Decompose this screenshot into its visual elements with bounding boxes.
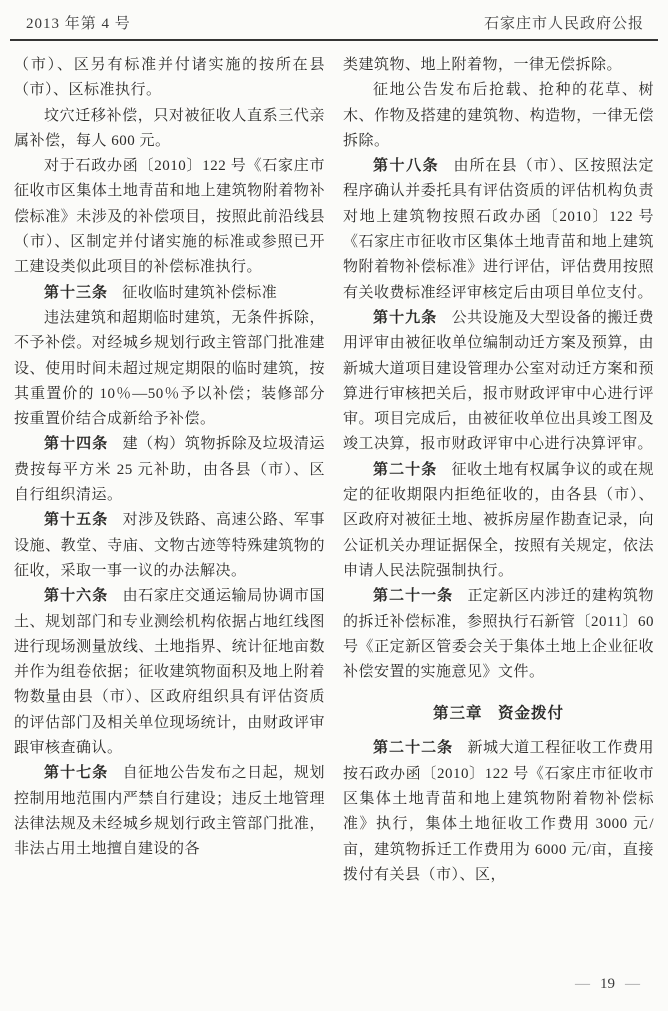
paragraph [343,53,654,78]
chapter-title: 资金拨付 [498,705,565,723]
article-number: 第二十二条 [373,740,454,757]
paragraph-text: 公共设施及大型设备的搬迁费用评审由被征收单位编制动迁方案及预算，由新城大道项目建设管理办公室对动迁方案和预算进行审核把关后，报市财政评审中心进行评审。项目完成后，由被征收单位出具竣工图及竣工决算，报市财政评审中心进行决算评审。 [343,309,654,453]
header-issue-number: 2013 年第 4 号 [26,16,131,32]
paragraph-text: 类建筑物、地上附着物，一律无偿拆除。 [343,57,623,73]
article-number: 第十四条 [44,436,109,453]
paragraph-text: 由所在县（市）、区按照法定程序确认并委托具有评估资质的评估机构负责对地上建筑物按照石政办函〔2010〕122 号《石家庄市征收市区集体土地青苗和地上建筑物附着物补偿标准》进行评估，评估费用按照有关收费标准经评审核定后由项目单位支付。 [343,158,654,301]
paragraph-text: 征收土地有权属争议的或在规定的征收期限内拒绝征收的，由各县（市）、区政府对被征土地、被拆房屋作勘查记录，向公证机关办理证据保全，按照有关规定，依法申请人民法院强制执行。 [343,461,654,579]
footer-dash-right: — [625,976,640,992]
article-paragraph [343,736,654,888]
article-paragraph [14,281,325,306]
paragraph [14,154,325,280]
article-paragraph [14,508,325,584]
document-body [0,41,668,888]
article-number: 第十九条 [373,309,438,326]
chapter-heading [343,701,654,723]
right-column [343,53,654,888]
paragraph-text: 对涉及铁路、高速公路、军事设施、教堂、寺庙、文物古迹等特殊建筑物的征收，采取一事一议的办法解决。 [14,512,325,579]
page-header [10,0,658,41]
paragraph-text: 征地公告发布后抢载、抢种的花草、树木、作物及搭建的建筑物、构造物，一律无偿拆除。 [343,82,654,149]
paragraph-text: 违法建筑和超期临时建筑，无条件拆除，不予补偿。对经城乡规划行政主管部门批准建设、使用时间未超过规定期限的临时建筑，按其重置价的 10％—50％予以补偿；装修部分按重置价结合成新给予补偿。 [14,309,325,428]
article-number: 第十七条 [44,765,109,782]
article-paragraph [343,154,654,306]
paragraph [14,104,325,155]
paragraph [14,306,325,432]
paragraph-text: （市）、区另有标准并付诸实施的按所在县（市）、区标准执行。 [14,57,325,99]
paragraph-text: 自征地公告发布之日起，规划控制用地范围内严禁自行建设；违反土地管理法律法规及未经城乡规划行政主管部门批准，非法占用土地擅自建设的各 [14,765,325,858]
paragraph-text: 坟穴迁移补偿，只对被征收人直系三代亲属补偿，每人 600 元。 [14,107,325,149]
article-number: 第二十条 [373,461,438,478]
paragraph [14,53,325,104]
header-publication-title: 石家庄市人民政府公报 [483,16,644,32]
article-number: 第十八条 [373,158,440,175]
paragraph-text: 建（构）筑物拆除及垃圾清运费按每平方米 25 元补助，由各县（市）、区自行组织清运。 [14,436,325,504]
article-paragraph [343,458,654,584]
paragraph-text: 征收临时建筑补偿标准 [122,284,278,301]
article-paragraph [343,306,654,458]
paragraph-text: 由石家庄交通运输局协调市国土、规划部门和专业测绘机构依据占地红线图进行现场测量放线、土地指界、统计征地亩数并作为组卷依据；征收建筑物面积及地上附着物数量由县（市）、区政府组织具有评估资质的评估部门及相关单位现场统计，由财政评审跟审核查确认。 [14,588,325,757]
page-footer [575,976,640,993]
article-number: 第二十一条 [373,588,454,605]
article-paragraph [14,584,325,761]
article-number: 第十五条 [44,512,109,529]
chapter-number: 第三章 [432,705,483,723]
page-number: 19 [600,976,615,992]
paragraph [343,78,654,154]
paragraph-text: 正定新区内涉迁的建构筑物的拆迁补偿标准，参照执行石新管〔2011〕60 号《正定新区管委会关于集体土地上企业征收补偿安置的实施意见》文件。 [343,588,654,681]
article-paragraph [14,761,325,862]
left-column [14,53,325,888]
article-paragraph [14,432,325,508]
article-paragraph [343,584,654,685]
article-number: 第十三条 [44,284,109,301]
footer-dash-left: — [575,976,590,992]
article-number: 第十六条 [44,588,109,605]
paragraph-text: 对于石政办函〔2010〕122 号《石家庄市征收市区集体土地青苗和地上建筑物附着物补偿标准》未涉及的补偿项目，按照此前沿线县（市）、区制定并付诸实施的标准或参照已开工建设类似此项目的补偿标准执行。 [14,158,325,276]
paragraph-text: 新城大道工程征收工作费用按石政办函〔2010〕122 号《石家庄市征收市区集体土地青苗和地上建筑物附着物补偿标准》执行，集体土地征收工作费用 3000 元/亩，建筑物拆迁工作费用为 6000 元/亩，直接拨付有关县（市）、区， [343,740,654,883]
